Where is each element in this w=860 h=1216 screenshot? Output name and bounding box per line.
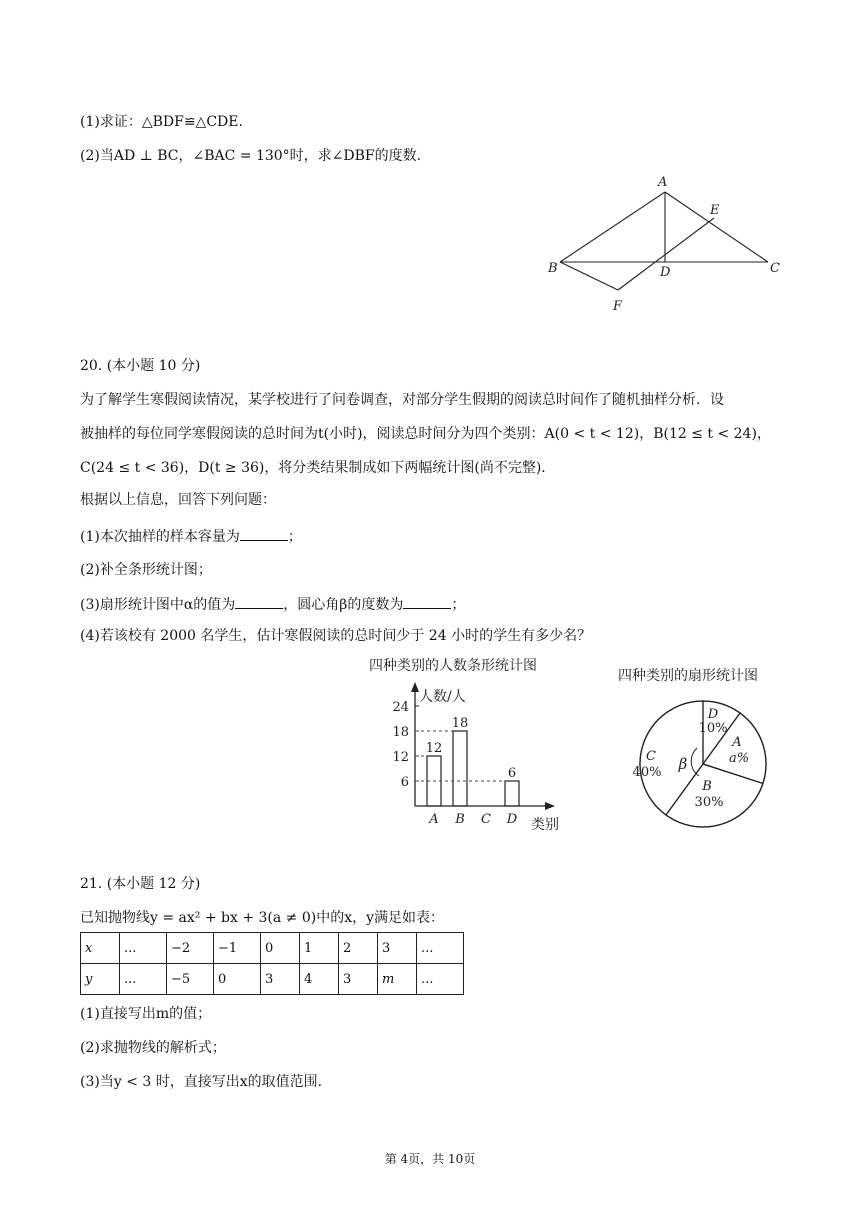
bar-chart-xlabel: 类别 (531, 817, 559, 833)
x-axis-arrow (545, 802, 555, 810)
slice-percent: 30% (694, 795, 724, 810)
value-table (80, 932, 464, 995)
geometry-figure (540, 172, 790, 320)
x-tick-label: D (506, 812, 518, 827)
table-cell: 4 (300, 964, 339, 995)
table-cell: ... (120, 964, 167, 995)
pie-chart-title: 四种类别的扇形统计图 (618, 668, 758, 684)
slice-percent: a% (728, 751, 750, 766)
table-cell: 0 (261, 933, 300, 964)
label-A: A (658, 175, 668, 190)
bar-B (453, 731, 467, 806)
x-tick-label: A (429, 812, 439, 827)
table-cell: m (378, 964, 417, 995)
q21-part2: (2)求抛物线的解析式； (80, 1040, 226, 1056)
table-cell: 0 (214, 964, 261, 995)
x-tick-label: C (481, 812, 491, 827)
pie-chart (612, 662, 794, 832)
y-axis-arrow (411, 682, 419, 692)
q20-prompt: 根据以上信息，回答下列问题： (80, 492, 276, 508)
y-tick-label: 6 (400, 775, 409, 790)
label-F: F (613, 299, 623, 314)
table-cell: 1 (300, 933, 339, 964)
label-D: D (660, 265, 671, 280)
q20-part3-text-b: ，圆心角β的度数为 (283, 597, 404, 613)
table-cell: x (81, 933, 120, 964)
q20-part3-text-a: (3)扇形统计图中α的值为 (80, 597, 236, 613)
table-cell: ... (120, 933, 167, 964)
label-E: E (710, 203, 720, 218)
answer-blank (403, 594, 451, 609)
slice-label: C (646, 749, 656, 764)
page-footer: 第 4页，共 10页 (384, 1152, 476, 1166)
q19-part1: (1)求证：△BDF≌△CDE. (80, 114, 243, 130)
q21-intro: 已知抛物线y = ax² + bx + 3(a ≠ 0)中的x，y满足如表： (80, 910, 445, 926)
y-tick-label: 12 (392, 750, 409, 765)
q20-header: 20. (本小题 10 分) (80, 358, 201, 374)
angle-beta-label: β (678, 755, 688, 773)
q19-part2: (2)当AD ⊥ BC，∠BAC = 130°时，求∠DBF的度数. (80, 148, 422, 164)
slice-percent: 40% (632, 765, 662, 780)
q21-part1: (1)直接写出m的值； (80, 1006, 212, 1022)
slice-label: B (702, 779, 712, 794)
table-row (81, 933, 464, 964)
q21-part3: (3)当y < 3 时，直接写出x的取值范围. (80, 1074, 323, 1090)
bar-chart (365, 652, 595, 842)
slice-percent: 10% (698, 721, 728, 736)
table-cell: ... (417, 964, 464, 995)
x-tick-label: B (455, 812, 465, 827)
label-B: B (548, 261, 558, 276)
y-tick-label: 24 (392, 700, 409, 715)
q20-part1 (80, 526, 302, 547)
q20-part2: (2)补全条形统计图； (80, 562, 212, 578)
bar-chart-ylabel: 人数/人 (419, 689, 466, 705)
answer-blank (240, 526, 288, 541)
slice-label: D (707, 707, 719, 722)
label-C: C (770, 261, 780, 276)
q20-part4: (4)若该校有 2000 名学生，估计寒假阅读的总时间少于 24 小时的学生有多少名？ (80, 628, 592, 644)
table-cell: 3 (261, 964, 300, 995)
table-cell: 3 (339, 964, 378, 995)
q20-part1-end: ； (287, 529, 302, 545)
table-cell: −1 (214, 933, 261, 964)
table-cell: y (81, 964, 120, 995)
q21-header: 21. (本小题 12 分) (80, 876, 201, 892)
table-row (81, 964, 464, 995)
table-cell: ... (417, 933, 464, 964)
table-cell: 2 (339, 933, 378, 964)
y-tick-label: 18 (392, 725, 409, 740)
q20-part3-end: ； (451, 597, 466, 613)
q20-intro-3: C(24 ≤ t < 36)，D(t ≥ 36)，将分类结果制成如下两幅统计图(尚不完整)． (80, 460, 556, 476)
bar-value-label: 12 (425, 741, 443, 756)
q20-part1-text: (1)本次抽样的样本容量为 (80, 529, 240, 545)
bar-value-label: 18 (451, 716, 469, 731)
table-cell: −5 (167, 964, 214, 995)
q20-intro-1: 为了解学生寒假阅读情况，某学校进行了问卷调查，对部分学生假期的阅读总时间作了随机抽样分析．设 (80, 392, 724, 408)
q20-part3 (80, 594, 465, 615)
bar-chart-title: 四种类别的人数条形统计图 (369, 658, 537, 674)
table-cell: −2 (167, 933, 214, 964)
q20-intro-2: 被抽样的每位同学寒假阅读的总时间为t(小时)，阅读总时间分为四个类别：A(0 < t < 12)，B(12 ≤ t < 24)， (80, 426, 771, 442)
slice-label: A (732, 735, 742, 750)
bar-value-label: 6 (507, 766, 517, 781)
bar-D (505, 781, 519, 806)
answer-blank (235, 594, 283, 609)
table-cell: 3 (378, 933, 417, 964)
